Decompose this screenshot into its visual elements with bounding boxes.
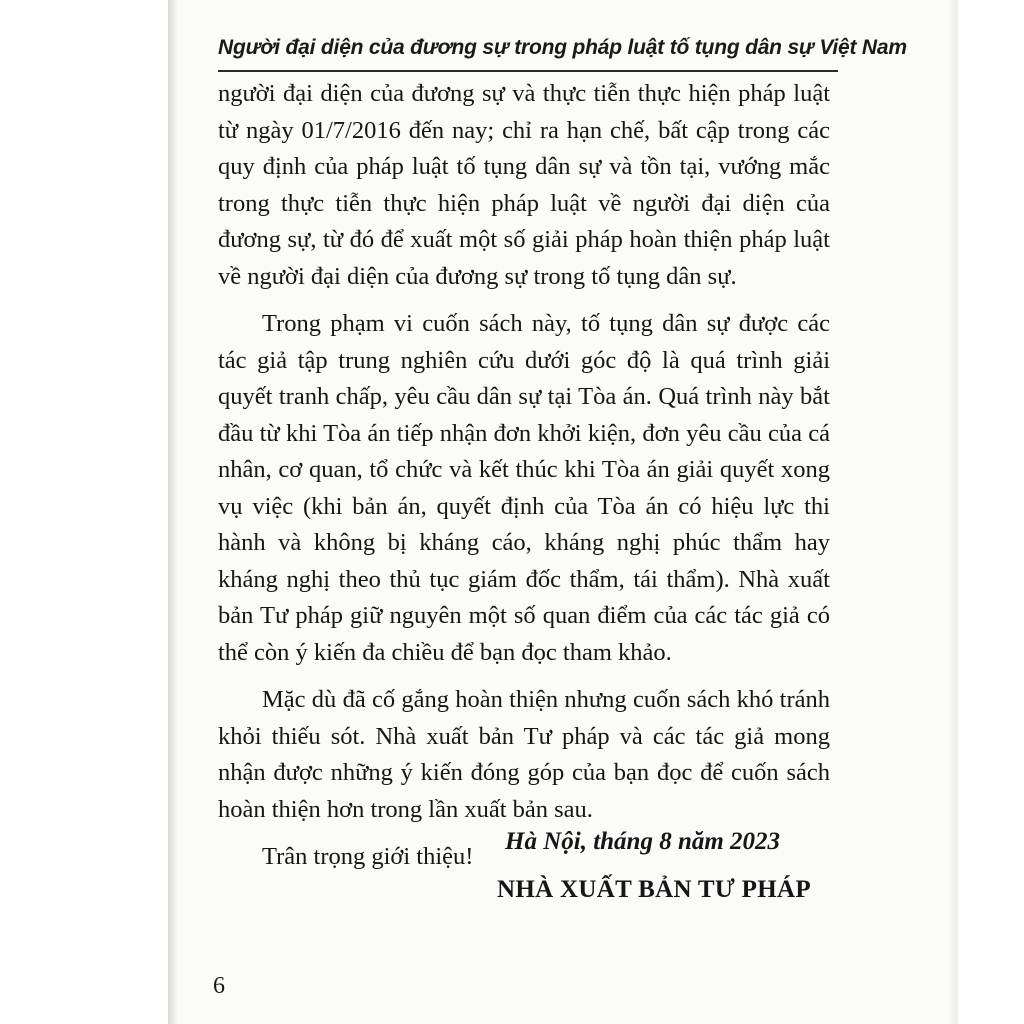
paragraph-gap — [218, 671, 830, 682]
page-gutter-shadow — [168, 0, 178, 1024]
paragraph-4: Trân trọng giới thiệu! — [262, 843, 474, 870]
page-number: 6 — [213, 973, 225, 999]
paragraph-gap — [218, 295, 830, 306]
body-text — [218, 76, 830, 876]
paragraph-3: Mặc dù đã cố gắng hoàn thiện nhưng cuốn sách khó tránh khỏi thiếu sót. Nhà xuất bản Tư pháp và các tác giả mong nhận được những ý kiến đóng góp của bạn đọc để cuốn sách hoàn thiện hơn trong lần xuất bản sau. — [218, 686, 830, 823]
paragraph-1: người đại diện của đương sự và thực tiễn thực hiện pháp luật từ ngày 01/7/2016 đến nay; chỉ ra hạn chế, bất cập trong các quy định của pháp luật tố tụng dân sự và tồn tại, vướng mắc trong thực tiễn thực hiện pháp luật về người đại diện của đương sự, từ đó để xuất một số giải pháp hoàn thiện pháp luật về người đại diện của đương sự trong tố tụng dân sự. — [218, 80, 830, 290]
header-rule — [218, 70, 838, 72]
paragraph-2: Trong phạm vi cuốn sách này, tố tụng dân sự được các tác giả tập trung nghiên cứu dưới góc độ là quá trình giải quyết tranh chấp, yêu cầu dân sự tại Tòa án. Quá trình này bắt đầu từ khi Tòa án tiếp nhận đơn khởi kiện, đơn yêu cầu của cá nhân, cơ quan, tổ chức và kết thúc khi Tòa án giải quyết xong vụ việc (khi bản án, quyết định của Tòa án có hiệu lực thi hành và không bị kháng cáo, kháng nghị phúc thẩm hay kháng nghị theo thủ tục giám đốc thẩm, tái thẩm). Nhà xuất bản Tư pháp giữ nguyên một số quan điểm của các tác giả có thể còn ý kiến đa chiều để bạn đọc tham khảo. — [218, 310, 830, 666]
page-edge-shadow — [948, 0, 958, 1024]
running-header: Người đại diện của đương sự trong pháp luật tố tụng dân sự Việt Nam — [218, 36, 907, 59]
closing-date-line: Hà Nội, tháng 8 năm 2023 — [505, 828, 781, 855]
closing-publisher: NHÀ XUẤT BẢN TƯ PHÁP — [497, 876, 811, 903]
